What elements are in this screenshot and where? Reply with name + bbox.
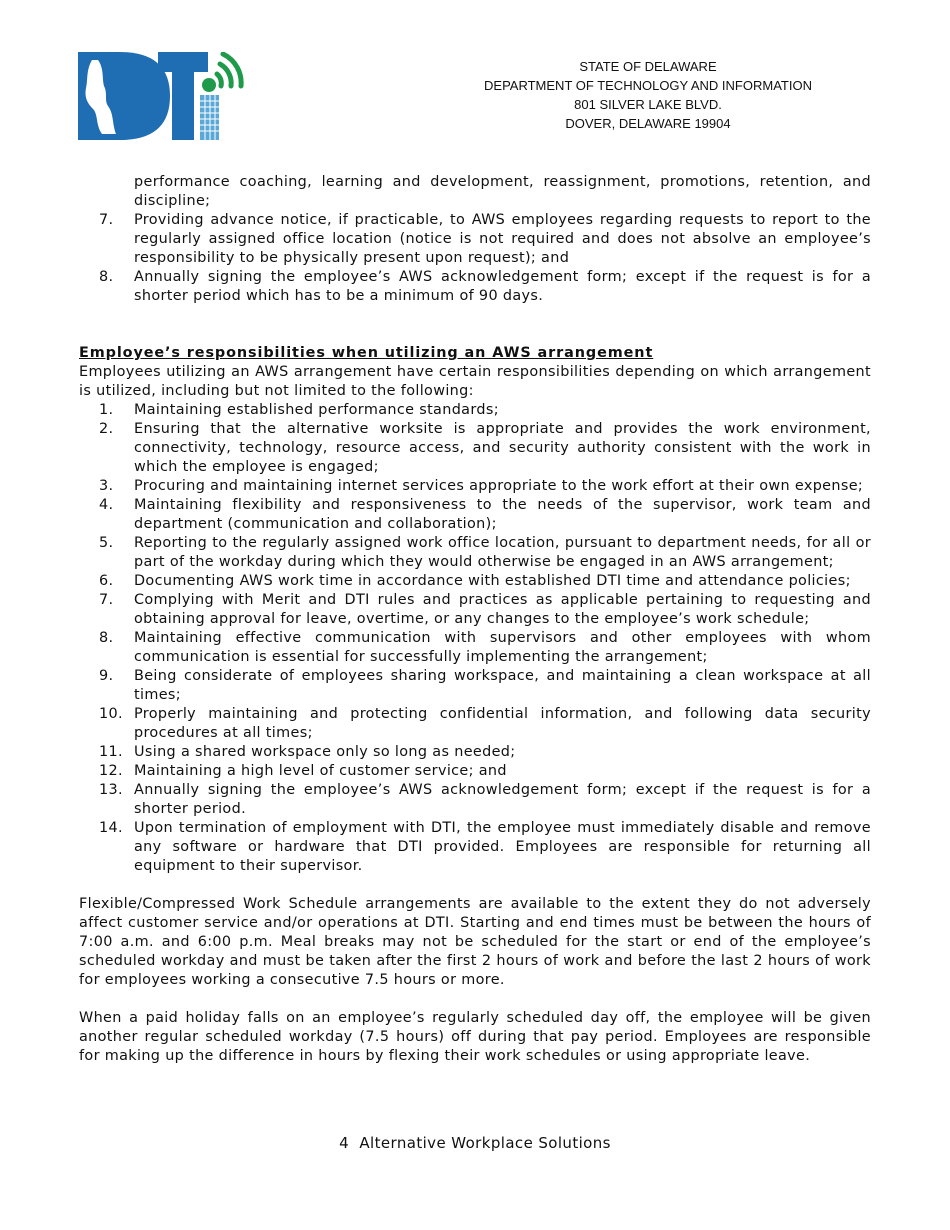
list-item [79,401,871,420]
list-item [79,534,871,572]
holiday-paragraph: When a paid holiday falls on an employee’s regularly scheduled day off, the employee will be given another regular scheduled workday (7.5 hours) off during that pay period. Employees are responsible for making up the difference in hours by flexing their work schedules or using appropriate leave. [79,1010,871,1064]
list-item-number: 6. [99,573,114,589]
list-item [79,667,871,705]
letterhead [470,57,826,133]
list-item [79,211,871,268]
list-item-text: Documenting AWS work time in accordance with established DTI time and attendance policies; [134,573,851,589]
responsibilities-list [79,401,871,876]
intro-continuation: performance coaching, learning and development, reassignment, promotions, retention, and discipline; [134,174,871,209]
list-item [79,268,871,306]
list-item-number: 14. [99,820,123,836]
list-item-text: Annually signing the employee’s AWS acknowledgement form; except if the request is for a shorter period. [134,782,871,817]
intro-list [79,211,871,306]
list-item-number: 11. [99,744,123,760]
list-item-text: Maintaining effective communication with supervisors and other employees with whom communication is essential for successfully implementing the arrangement; [134,630,871,665]
list-item-text: Complying with Merit and DTI rules and practices as applicable pertaining to requesting and obtaining approval for leave, overtime, or any changes to the employee’s work schedule; [134,592,871,627]
list-item-number: 8. [99,269,114,285]
list-item-number: 7. [99,212,114,228]
logo-letter-i [200,78,219,140]
letterhead-department: DEPARTMENT OF TECHNOLOGY AND INFORMATION [484,78,812,93]
logo-letter-d [78,52,170,140]
list-item [79,762,871,781]
list-item-text: Using a shared workspace only so long as needed; [134,744,516,760]
list-item-number: 4. [99,497,114,513]
list-item-number: 13. [99,782,123,798]
list-item-number: 2. [99,421,114,437]
section-lead: Employees utilizing an AWS arrangement have certain responsibilities depending on which arrangement is utilized, including but not limited to the following: [79,364,871,399]
list-item [79,572,871,591]
wifi-signal-icon [217,54,241,86]
footer-title: Alternative Workplace Solutions [359,1134,611,1152]
list-item [79,591,871,629]
list-item-number: 9. [99,668,114,684]
list-item-number: 8. [99,630,114,646]
list-item-text: Properly maintaining and protecting confidential information, and following data security procedures at all times; [134,706,871,741]
list-item-number: 5. [99,535,114,551]
letterhead-city: DOVER, DELAWARE 19904 [565,116,731,131]
list-item [79,819,871,876]
list-item [79,477,871,496]
section-heading: Employee’s responsibilities when utilizing an AWS arrangement [79,345,654,361]
list-item-text: Annually signing the employee’s AWS acknowledgement form; except if the request is for a shorter period which has to be a minimum of 90 days. [134,269,871,304]
list-item-text: Being considerate of employees sharing workspace, and maintaining a clean workspace at all times; [134,668,871,703]
list-item-number: 7. [99,592,114,608]
list-item-number: 10. [99,706,123,722]
document-body [79,173,871,1066]
list-item-number: 12. [99,763,123,779]
list-item [79,420,871,477]
letterhead-state: STATE OF DELAWARE [579,59,717,74]
letterhead-street: 801 SILVER LAKE BLVD. [574,97,722,112]
list-item-number: 3. [99,478,114,494]
list-item-text: Ensuring that the alternative worksite is appropriate and provides the work environment, connectivity, technology, resource access, and security authority consistent with the work in which the employee is engaged; [134,421,871,475]
list-item-text: Providing advance notice, if practicable, to AWS employees regarding requests to report to the regularly assigned office location (notice is not required and does not absolve an employee’s responsibility to be physically present upon request); and [134,212,871,266]
list-item-text: Upon termination of employment with DTI, the employee must immediately disable and remove any software or hardware that DTI provided. Employees are responsible for returning all equipment to their supervisor. [134,820,871,874]
dti-logo [78,52,248,140]
list-item [79,496,871,534]
list-item-text: Maintaining a high level of customer service; and [134,763,507,779]
flexible-schedule-paragraph: Flexible/Compressed Work Schedule arrangements are available to the extent they do not adversely affect customer service and/or operations at DTI. Starting and end times must be between the hours of 7:00 a.m. and 6:00 p.m. Meal breaks may not be scheduled for the start or end of the employee’s scheduled workday and must be taken after the first 2 hours of work and before the last 2 hours of work for employees working a consecutive 7.5 hours or more. [79,896,871,988]
list-item [79,743,871,762]
list-item-text: Reporting to the regularly assigned work office location, pursuant to department needs, for all or part of the workday during which they would otherwise be engaged in an AWS arrangement; [134,535,871,570]
logo-text: DTI [118,102,120,103]
list-item [79,781,871,819]
page-footer [0,1134,950,1152]
list-item-text: Maintaining established performance standards; [134,402,499,418]
list-item-text: Maintaining flexibility and responsiveness to the needs of the supervisor, work team and department (communication and collaboration); [134,497,871,532]
list-item-text: Procuring and maintaining internet services appropriate to the work effort at their own expense; [134,478,864,494]
list-item [79,629,871,667]
page-number: 4 [339,1134,350,1152]
list-item [79,705,871,743]
list-item-number: 1. [99,402,114,418]
